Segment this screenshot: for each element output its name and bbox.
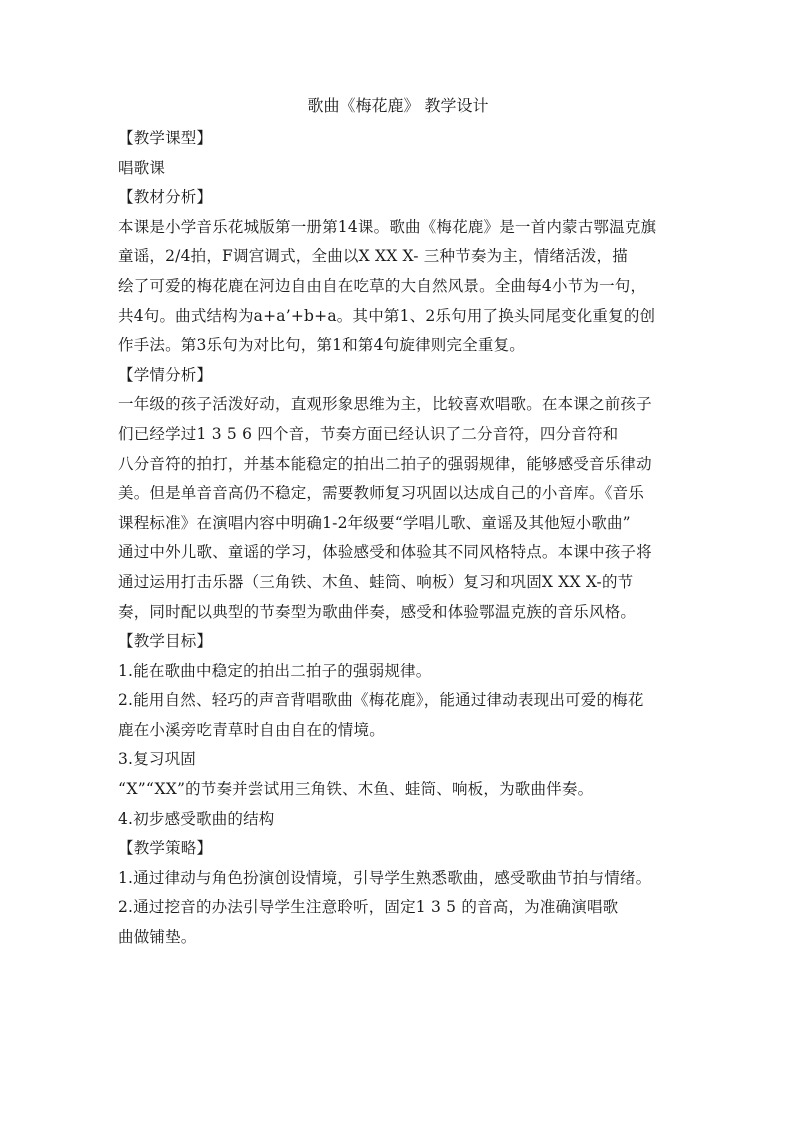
document-title: 歌曲《梅花鹿》 教学设计 bbox=[307, 96, 489, 115]
section-heading-teaching-goals: 【教学目标】 bbox=[118, 632, 213, 651]
section-heading-lesson-type: 【教学课型】 bbox=[118, 129, 213, 147]
goal-item: 3.复习巩固 bbox=[118, 750, 196, 769]
paragraph-line: 本课是小学音乐花城版第一册第14课。歌曲《梅花鹿》是一首内蒙古鄂温克旗 bbox=[118, 217, 657, 236]
strategy-item: 曲做铺垫。 bbox=[118, 928, 197, 947]
goal-item: 2.能用自然、轻巧的声音背唱歌曲《梅花鹿》，能通过律动表现出可爱的梅花 bbox=[118, 691, 644, 710]
strategy-item: 2.通过挖音的办法引导学生注意聆听，固定1 3 5 的音高，为准确演唱歌 bbox=[118, 898, 619, 917]
section-heading-learner-analysis: 【学情分析】 bbox=[118, 365, 213, 384]
paragraph-line: 童谣，2/4拍，F调宫调式，全曲以X XX X- 三种节奏为主，情绪活泼，描 bbox=[118, 247, 628, 266]
goal-item: “X”“XX”的节奏并尝试用三角铁、木鱼、蛙筒、响板，为歌曲伴奏。 bbox=[118, 780, 594, 799]
paragraph-line: 们已经学过1 3 5 6 四个音，节奏方面已经认识了二分音符，四分音符和 bbox=[118, 424, 619, 443]
paragraph-line: 唱歌课 bbox=[118, 158, 166, 177]
paragraph-line: 共4句。曲式结构为a+a’+b+a。其中第1、2乐句用了换头同尾变化重复的创 bbox=[118, 306, 656, 325]
document-page bbox=[118, 94, 678, 953]
paragraph-line: 一年级的孩子活泼好动，直观形象思维为主，比较喜欢唱歌。在本课之前孩子 bbox=[118, 395, 652, 414]
strategy-item: 1.通过律动与角色扮演创设情境，引导学生熟悉歌曲，感受歌曲节拍与情绪。 bbox=[118, 868, 652, 887]
section-heading-material-analysis: 【教材分析】 bbox=[118, 188, 213, 207]
goal-item: 1.能在歌曲中稳定的拍出二拍子的强弱规律。 bbox=[118, 661, 432, 680]
goal-item: 4.初步感受歌曲的结构 bbox=[118, 809, 275, 828]
paragraph-line: 美。但是单音音高仍不稳定，需要教师复习巩固以达成自己的小音库。《音乐 bbox=[118, 484, 645, 503]
paragraph-line: 八分音符的拍打，并基本能稳定的拍出二拍子的强弱规律，能够感受音乐律动 bbox=[118, 454, 652, 473]
paragraph-line: 奏，同时配以典型的节奏型为歌曲伴奏，感受和体验鄂温克族的音乐风格。 bbox=[118, 602, 637, 621]
paragraph-line: 通过运用打击乐器（三角铁、木鱼、蛙筒、响板）复习和巩固X XX X-的节 bbox=[118, 572, 634, 591]
paragraph-line: 通过中外儿歌、童谣的学习，体验感受和体验其不同风格特点。本课中孩子将 bbox=[118, 543, 652, 562]
goal-item: 鹿在小溪旁吃青草时自由自在的情境。 bbox=[118, 720, 385, 739]
paragraph-line: 绘了可爱的梅花鹿在河边自由自在吃草的大自然风景。全曲每4小节为一句， bbox=[118, 276, 647, 295]
paragraph-line: 课程标准》在演唱内容中明确1-2年级要“学唱儿歌、童谣及其他短小歌曲” bbox=[118, 513, 631, 532]
paragraph-line: 作手法。第3乐句为对比句，第1和第4句旋律则完全重复。 bbox=[118, 336, 525, 355]
section-heading-teaching-strategy: 【教学策略】 bbox=[118, 839, 213, 858]
